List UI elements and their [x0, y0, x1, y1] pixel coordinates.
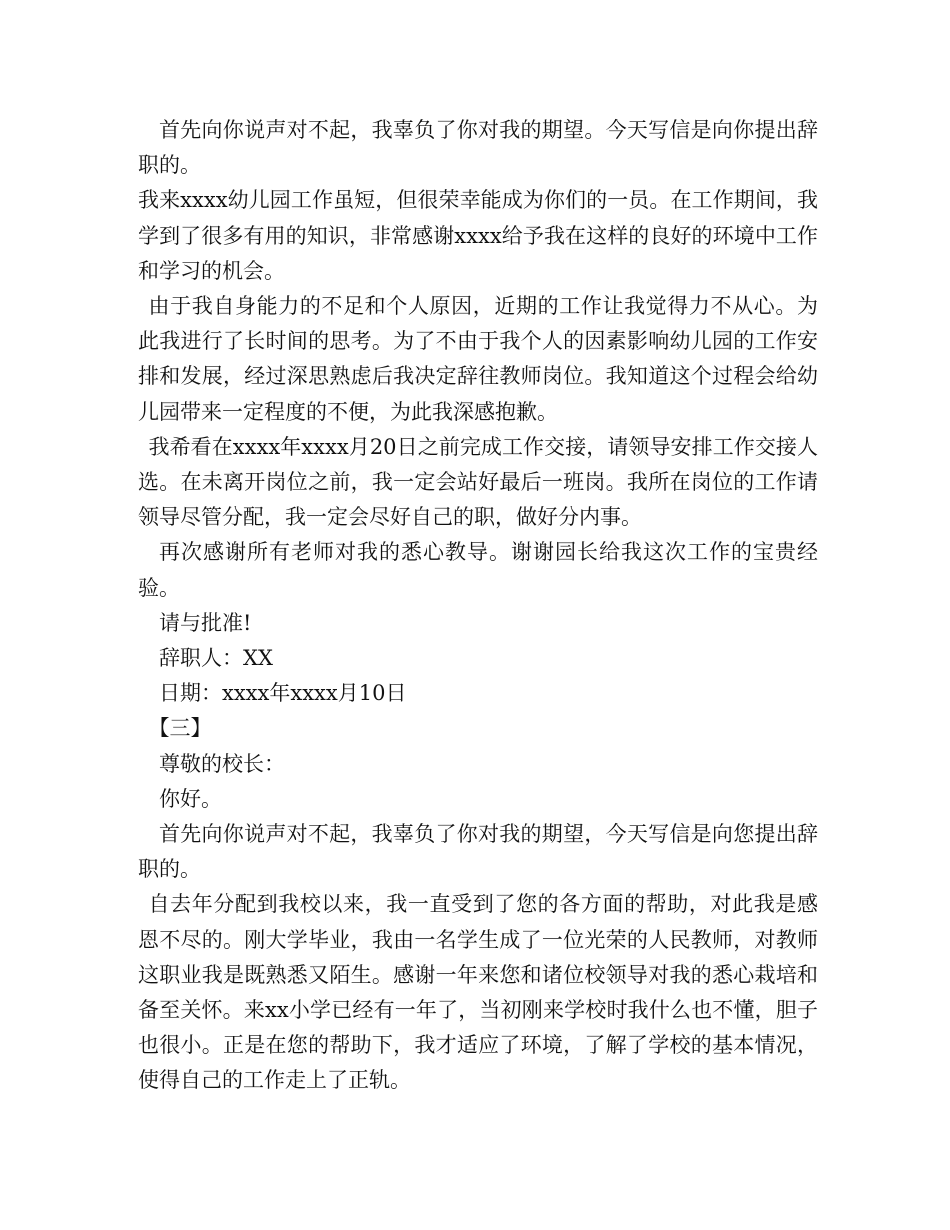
date-line: 日期：xxxx年xxxx月10日	[159, 681, 407, 706]
greeting: 你好。	[159, 786, 222, 811]
section-heading: 【三】	[148, 716, 212, 741]
letter-body	[138, 113, 818, 1099]
paragraph-handover: 我希看在xxxx年xxxx月20日之前完成工作交接，请领导安排工作交接人选。在未离开岗位之前，我一定会站好最后一班岗。我所在岗位的工作请领导尽管分配，我一定会尽好自己的职，做好分内事。	[138, 434, 818, 530]
paragraph-reason: 由于我自身能力的不足和个人原因，近期的工作让我觉得力不从心。为此我进行了长时间的思考。为了不由于我个人的因素影响幼儿园的工作安排和发展，经过深思熟虑后我决定辞往教师岗位。我知道这个过程会给幼儿园带来一定程度的不便，为此我深感抱歉。	[138, 294, 818, 424]
paragraph-apology-2: 首先向你说声对不起，我辜负了你对我的期望，今天写信是向您提出辞职的。	[138, 822, 818, 882]
paragraph-gratitude: 我来xxxx幼儿园工作虽短，但很荣幸能成为你们的一员。在工作期间，我学到了很多有用的知识，非常感谢xxxx给予我在这样的良好的环境中工作和学习的机会。	[138, 188, 818, 283]
approval-request: 请与批准!	[159, 610, 252, 635]
paragraph-apology: 首先向你说声对不起，我辜负了你对我的期望。今天写信是向你提出辞职的。	[138, 118, 818, 178]
paragraph-experience: 自去年分配到我校以来，我一直受到了您的各方面的帮助，对此我是感恩不尽的。刚大学毕业，我由一名学生成了一位光荣的人民教师，对教师这职业我是既熟悉又陌生。感谢一年来您和诸位校领导对我的悉心栽培和备至关怀。来xx小学已经有一年了，当初刚来学校时我什么也不懂，胆子也很小。正是在您的帮助下，我才适应了环境，了解了学校的基本情况，使得自己的工作走上了正轨。	[138, 892, 818, 1093]
salutation: 尊敬的校长：	[159, 751, 285, 776]
paragraph-thanks: 再次感谢所有老师对我的悉心教导。谢谢园长给我这次工作的宝贵经验。	[138, 540, 818, 600]
signature-line: 辞职人：XX	[159, 646, 273, 671]
